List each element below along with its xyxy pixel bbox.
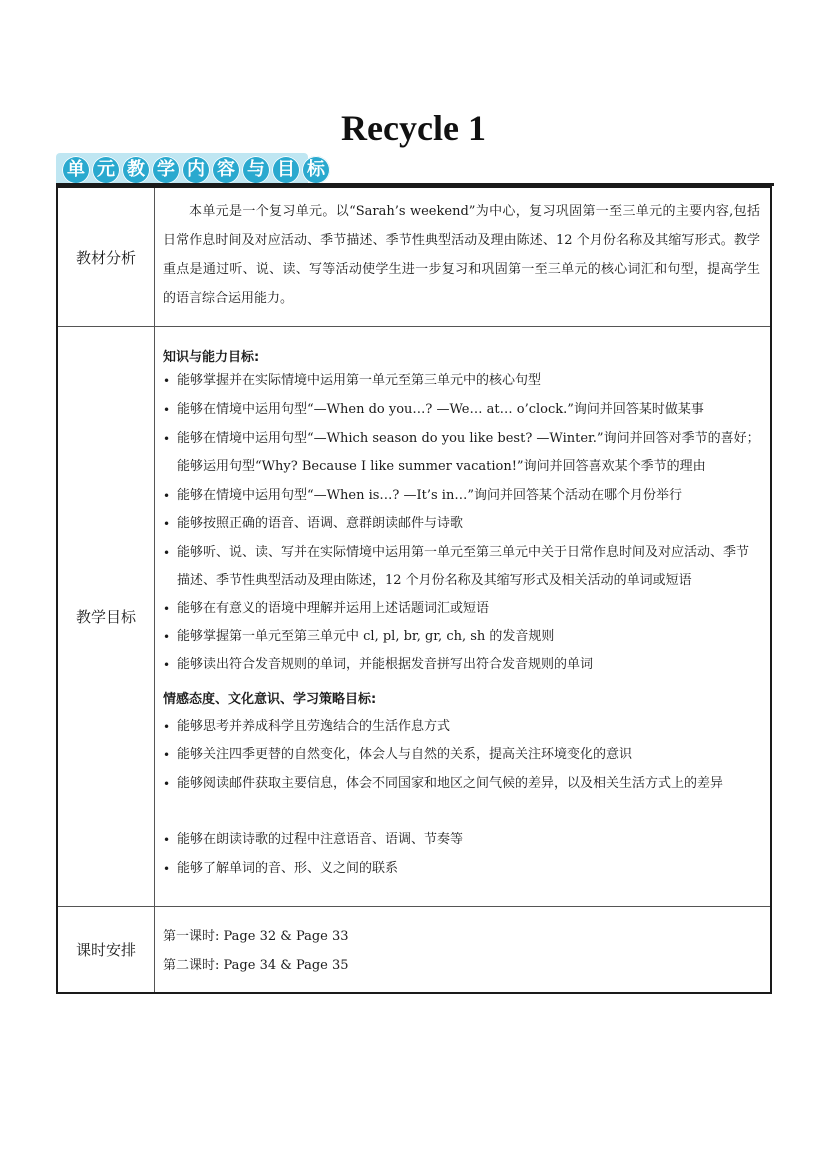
material-analysis-text: 本单元是一个复习单元。以“Sarah’s weekend”为中心，复习巩固第一至三单元的主要内容,包括日常作息时间及对应活动、季节描述、季节性典型活动及理由陈述、12 个月份名称及其缩写形式。教学重点是通过听、说、读、写等活动使学生进一步复习和巩固第一至三单元的核心词汇和句型，提高学生的语言综合运用能力。 <box>163 204 760 306</box>
schedule-lesson-1: 第一课时: Page 32 & Page 33 <box>163 929 349 944</box>
unit-objectives-table <box>56 186 772 994</box>
list-item: • 能够关注四季更替的自然变化，体会人与自然的关系，提高关注环境变化的意识 <box>163 741 760 769</box>
list-item: • 能够在情境中运用句型“—When is…? —It’s in…”询问并回答某个活动在哪个月份举行 <box>163 482 760 510</box>
list-item: • 能够在有意义的语境中理解并运用上述话题词汇或短语 <box>163 595 760 623</box>
list-item: • 能够掌握第一单元至第三单元中 cl, pl, br, gr, ch, sh 的发音规则 <box>163 623 760 651</box>
list-item: • 能够按照正确的语音、语调、意群朗读邮件与诗歌 <box>163 510 760 538</box>
schedule-lesson-2: 第二课时: Page 34 & Page 35 <box>163 958 349 973</box>
list-item: • 能够了解单词的音、形、义之间的联系 <box>163 855 760 883</box>
banner-char: 与 <box>242 156 270 184</box>
row-label: 教材分析 <box>58 188 155 326</box>
row-content <box>155 188 770 326</box>
list-item: • 能够在情境中运用句型“—When do you…? —We… at… o’clock.”询问并回答某时做某事 <box>163 396 760 424</box>
document-title: Recycle 1 <box>341 108 486 148</box>
list-item: • 能够读出符合发音规则的单词，并能根据发音拼写出符合发音规则的单词 <box>163 651 760 679</box>
list-item: • 能够思考并养成科学且劳逸结合的生活作息方式 <box>163 713 760 741</box>
objectives-heading-knowledge: 知识与能力目标: <box>163 350 260 365</box>
row-label: 课时安排 <box>58 907 155 992</box>
banner-char: 目 <box>272 156 300 184</box>
banner-char: 容 <box>212 156 240 184</box>
row-label: 教学目标 <box>58 327 155 906</box>
list-item: • 能够掌握并在实际情境中运用第一单元至第三单元中的核心句型 <box>163 367 760 395</box>
banner-char: 单 <box>62 156 90 184</box>
list-item: • 能够在情境中运用句型“—Which season do you like best? —Winter.”询问并回答对季节的喜好；能够运用句型“Why? Because I like summer vacation!”询问并回答喜欢某个季节的理由 <box>163 425 760 481</box>
row-content <box>155 907 770 992</box>
banner-char: 标 <box>302 156 330 184</box>
banner-char: 元 <box>92 156 120 184</box>
objectives-heading-affective: 情感态度、文化意识、学习策略目标: <box>163 692 377 707</box>
list-item: • 能够听、说、读、写并在实际情境中运用第一单元至第三单元中关于日常作息时间及对应活动、季节描述、季节性典型活动及理由陈述，12 个月份名称及其缩写形式及相关活动的单词或短语 <box>163 539 760 595</box>
list-item: • 能够阅读邮件获取主要信息，体会不同国家和地区之间气候的差异，以及相关生活方式上的差异 <box>163 770 760 798</box>
row-content <box>155 327 770 906</box>
list-item: • 能够在朗读诗歌的过程中注意语音、语调、节奏等 <box>163 826 760 854</box>
banner-char: 学 <box>152 156 180 184</box>
table-row-material-analysis <box>58 188 770 327</box>
table-row-teaching-objectives <box>58 327 770 907</box>
banner-char: 内 <box>182 156 210 184</box>
table-row-schedule <box>58 907 770 992</box>
section-banner-label <box>62 156 330 184</box>
banner-char: 教 <box>122 156 150 184</box>
